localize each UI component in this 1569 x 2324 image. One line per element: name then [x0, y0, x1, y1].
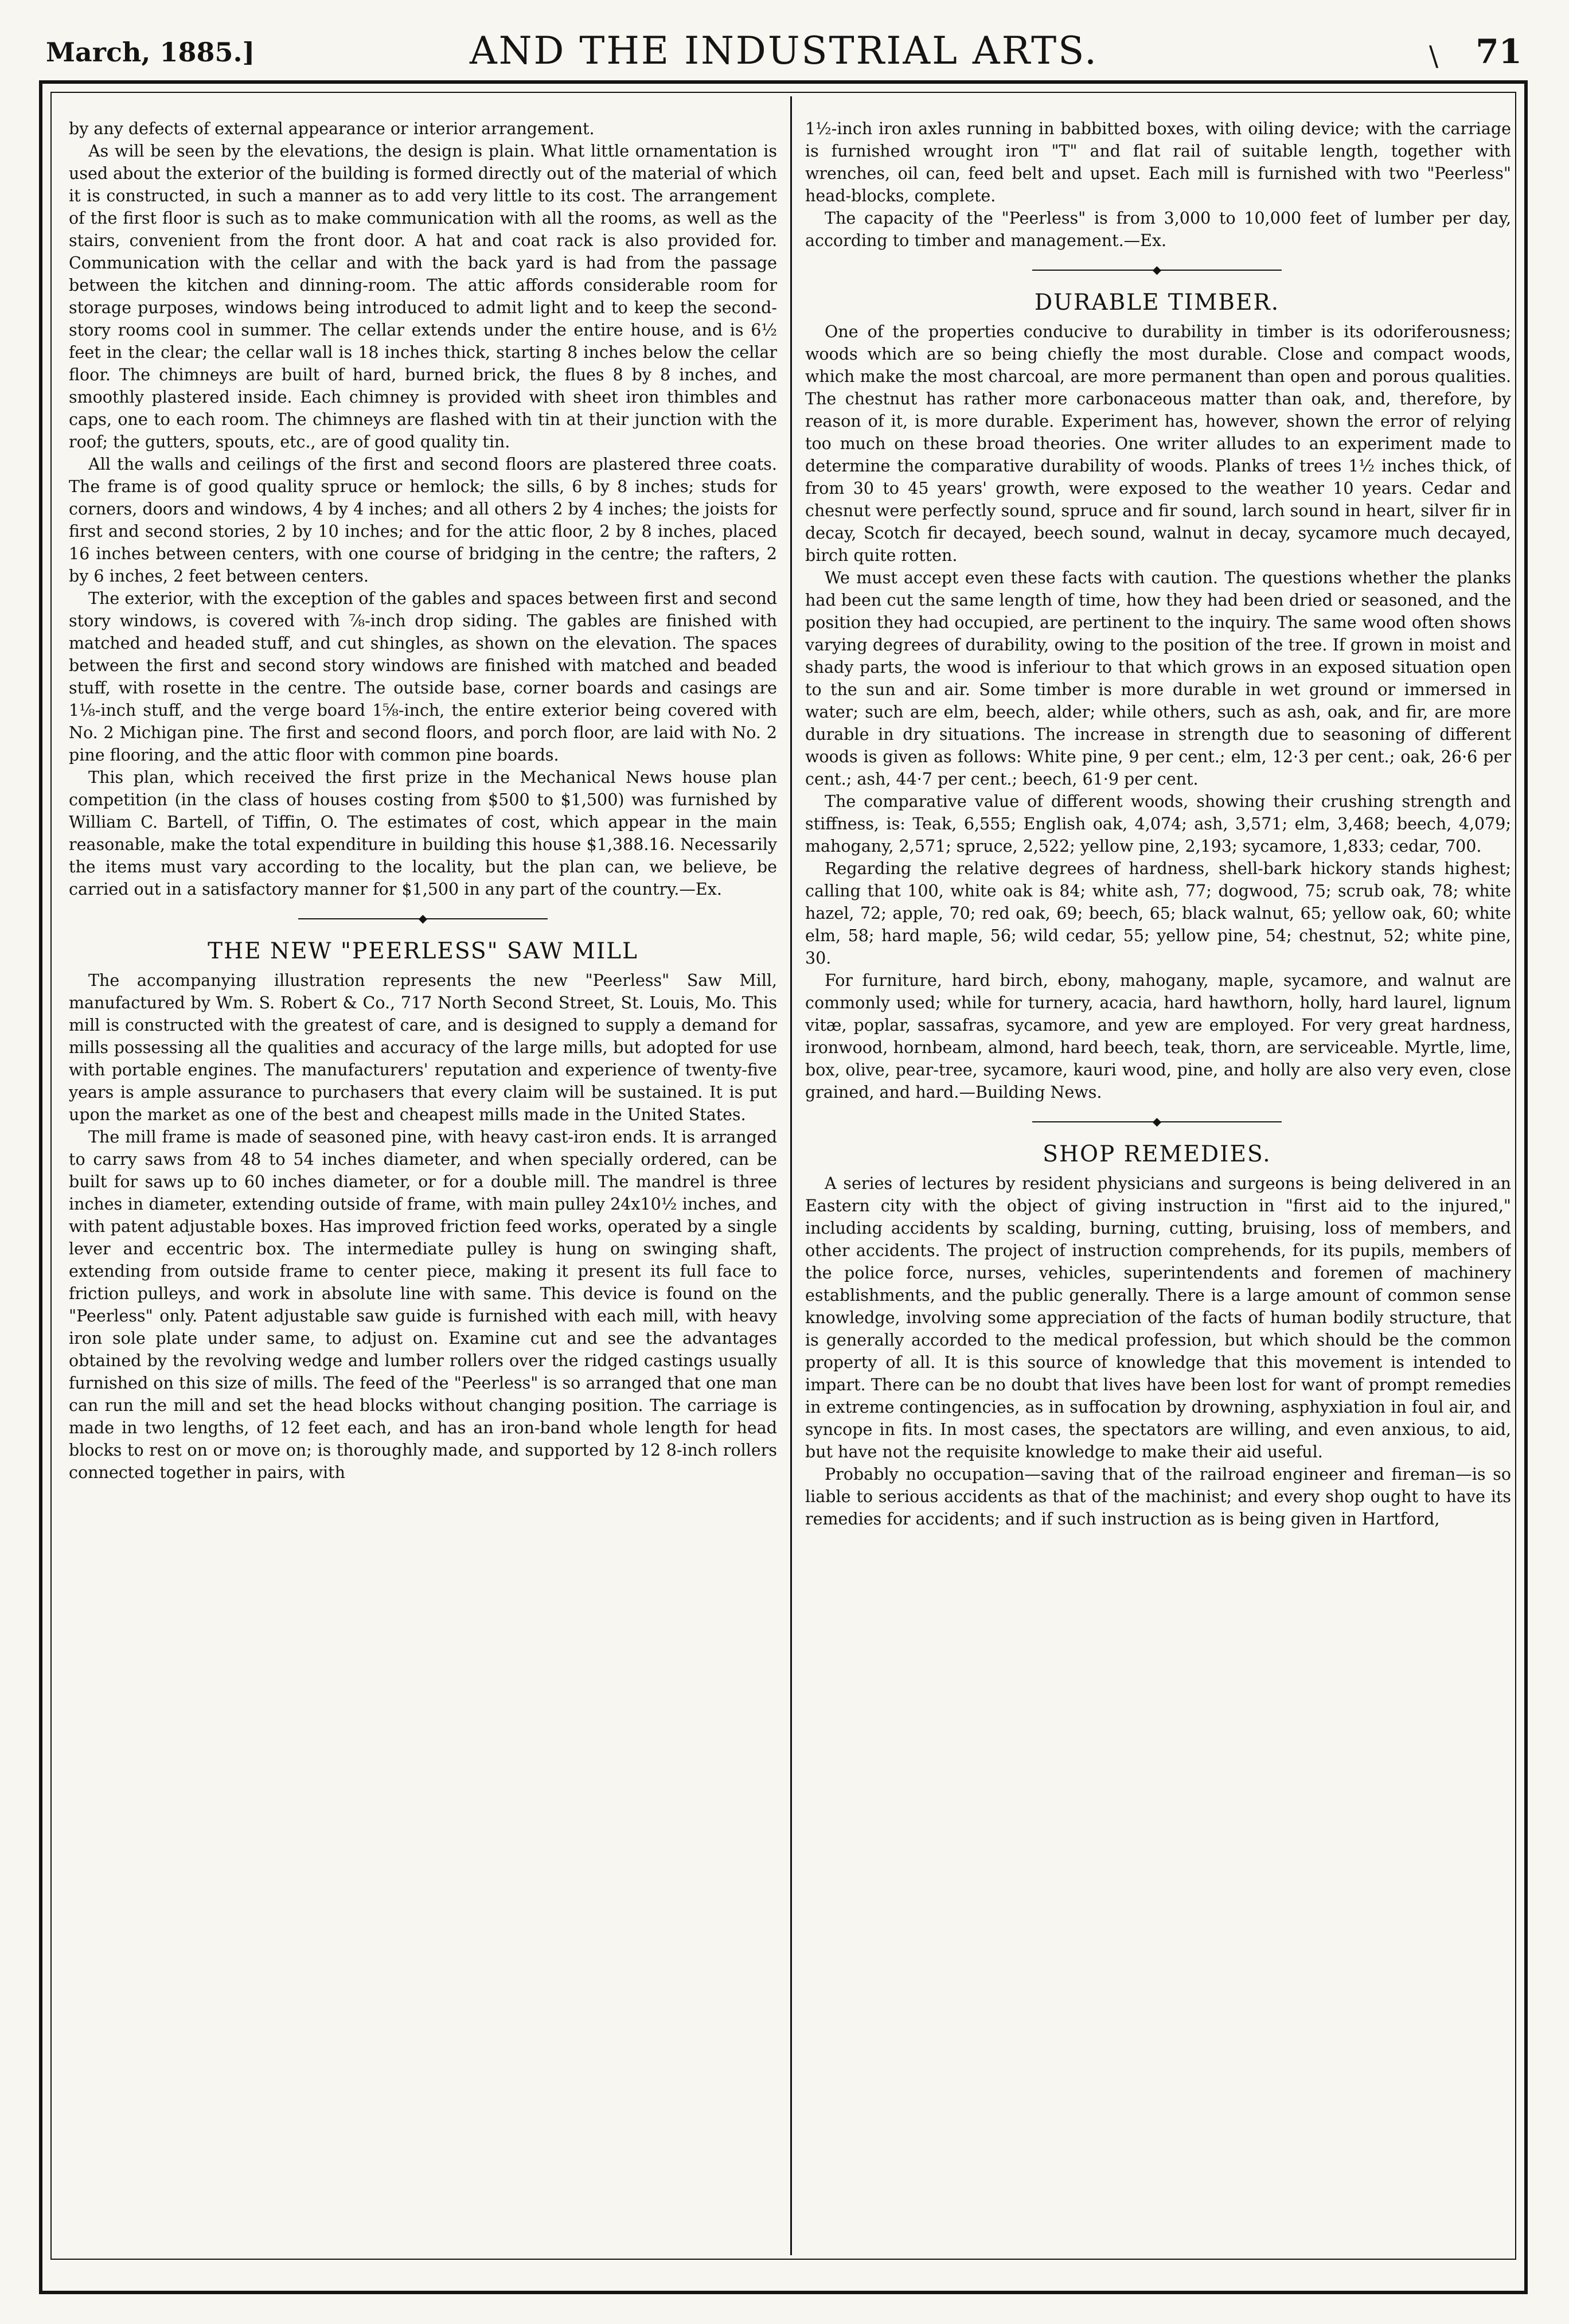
- header-mark: \: [1429, 40, 1439, 72]
- header-title: AND THE INDUSTRIAL ARTS.: [470, 29, 1098, 73]
- sawmill-paragraph: The mill frame is made of seasoned pine, with heavy cast-iron ends. It is arranged to carry saws from 48 to 54 inches diameter, and when specially ordered, can be built for saws up to 60 inches diameter, or for a double mill. The mandrel is three inches in diameter, extending outside of frame, with main pulley 24x10½ inches, and with patent adjustable boxes. Has improved friction feed works, operated by a single lever and eccentric box. The intermediate pulley is hung on swinging shaft, extending from outside frame to center piece, making it present its full face to friction pulleys, and work in absolute line with same. This device is found on the "Peerless" only. Patent adjustable saw guide is furnished with each mill, with heavy iron sole plate under same, to adjust on. Examine cut and see the advantages obtained by the revolving wedge and lumber rollers over the ridged castings usually furnished on this size of mills. The feed of the "Peerless" is so arranged that one man can run the mill and set the head blocks without changing position. The carriage is made in two lengths, of 12 feet each, and has an iron-band whole length for head blocks to rest on or move on; is thoroughly made, and supported by 12 8-inch rollers connected together in pairs, with: [69, 1128, 777, 1482]
- column-rule: [790, 96, 792, 2255]
- shop-paragraph: Probably no occupation—saving that of the railroad engineer and fireman—is so liable to serious accidents as that of the machinist; and every shop ought to have its remedies for accidents; and if such instruction as is being given in Hartford,: [805, 1465, 1511, 1528]
- section-divider: [803, 252, 1511, 288]
- page-number: 71: [1476, 32, 1522, 71]
- house-paragraph: This plan, which received the first prize in the Mechanical News house plan competition (in the class of houses costing from $500 to $1,500) was furnished by William C. Bartell, of Tiffin, O. The estimates of cost, which appear in the main reasonable, make the total expenditure in building this house $1,388.16. Necessarily the items must vary according to the locality, but the plan can, we believe, be carried out in a satisfactory manner for $1,500 in any part of the country.—Ex.: [69, 768, 777, 899]
- timber-paragraph: Regarding the relative degrees of hardness, shell-bark hickory stands highest; calling that 100, white oak is 84; white ash, 77; dogwood, 75; scrub oak, 78; white hazel, 72; apple, 70; red oak, 69; beech, 65; black walnut, 65; yellow oak, 60; white elm, 58; hard maple, 56; wild cedar, 55; yellow pine, 54; chestnut, 52; white pine, 30.: [805, 859, 1511, 968]
- sawmill-title: THE NEW "PEERLESS" SAW MILL: [208, 938, 638, 964]
- section-divider: [69, 900, 777, 937]
- shop-paragraph: A series of lectures by resident physicians and surgeons is being delivered in an Eastern city with the object of giving instruction in "first aid to the injured," including accidents by scalding, burning, cutting, bruising, loss of members, and other accidents. The project of instruction comprehends, for its pupils, members of the police force, nurses, vehicles, superintendents and foremen of machinery establishments, and the public generally. There is a large amount of common sense knowledge, involving some appreciation of the facts of human bodily structure, that is generally accorded to the medical profession, but which should be the common property of all. It is this source of knowledge that this movement is intended to impart. There can be no doubt that lives have been lost for want of prompt remedies in extreme contingencies, as in suffocation by drowning, asphyxiation in foul air, and syncope in fits. In most cases, the spectators are willing, and even anxious, to aid, but have not the requisite knowledge to make their aid useful.: [805, 1174, 1511, 1461]
- sawmill-continued-paragraph: The capacity of the "Peerless" is from 3,000 to 10,000 feet of lumber per day, according to timber and management.—Ex.: [805, 209, 1511, 250]
- house-paragraph: by any defects of external appearance or interior arrangement.: [69, 119, 595, 138]
- timber-title: DURABLE TIMBER.: [1034, 290, 1280, 315]
- timber-paragraph: We must accept even these facts with caution. The questions whether the planks had been cut the same length of time, how they had been dried or seasoned, and the position they had occupied, are pertinent to the inquiry. The same wood often shows varying degrees of durability, owing to the position of the tree. If grown in moist and shady parts, the wood is inferiour to that which grows in an exposed situation open to the sun and air. Some timber is more durable in wet ground or immersed in water; such are elm, beech, alder; while others, such as ash, oak, and fir, are more durable in dry situations. The increase in strength due to seasoning of different woods is given as follows: White pine, 9 per cent.; elm, 12·3 per cent.; oak, 26·6 per cent.; ash, 44·7 per cent.; beech, 61·9 per cent.: [805, 568, 1511, 789]
- house-paragraph: All the walls and ceilings of the first and second floors are plastered three coats. The frame is of good quality spruce or hemlock; the sills, 6 by 8 inches; studs for corners, doors and windows, 4 by 4 inches; and all others 2 by 4 inches; the joists for first and second stories, 2 by 10 inches; and for the attic floor, 2 by 8 inches, placed 16 inches between centers, with one course of bridging in the centre; the rafters, 2 by 6 inches, 2 feet between centers.: [69, 455, 777, 586]
- timber-paragraph: For furniture, hard birch, ebony, mahogany, maple, sycamore, and walnut are commonly used; while for turnery, acacia, hard hawthorn, holly, hard laurel, lignum vitæ, poplar, sassafras, sycamore, and yew are employed. For very great hardness, ironwood, hornbeam, almond, hard beech, teak, thorn, are serviceable. Myrtle, lime, box, olive, pear-tree, sycamore, kauri wood, pine, and holly are also very even, close grained, and hard.—Building News.: [805, 971, 1511, 1102]
- left-column: [69, 118, 777, 2240]
- sawmill-paragraph: The accompanying illustration represents the new "Peerless" Saw Mill, manufactured by Wm. S. Robert & Co., 717 North Second Street, St. Louis, Mo. This mill is constructed with the greatest of care, and is designed to supply a demand for mills possessing all the qualities and accuracy of the large mills, but adopted for use with portable engines. The manufacturers' reputation and experience of twenty-five years is ample assurance to purchasers that every claim will be sustained. It is put upon the market as one of the best and cheapest mills made in the United States.: [69, 971, 777, 1124]
- house-paragraph: As will be seen by the elevations, the design is plain. What little ornamentation is used about the exterior of the building is formed directly out of the material of which it is constructed, in such a manner as to add very little to its cost. The arrangement of the first floor is such as to make communication with all the rooms, as well as the stairs, convenient from the front door. A hat and coat rack is also provided for. Communication with the cellar and with the back yard is had from the passage between the kitchen and dinning-room. The attic affords considerable room for storage purposes, windows being introduced to admit light and to keep the second-story rooms cool in summer. The cellar extends under the entire house, and is 6½ feet in the clear; the cellar wall is 18 inches thick, starting 8 inches below the cellar floor. The chimneys are built of hard, burned brick, the flues 8 by 8 inches, and smoothly plastered inside. Each chimney is provided with sheet iron thimbles and caps, one to each room. The chimneys are flashed with tin at their junction with the roof; the gutters, spouts, etc., are of good quality tin.: [69, 142, 777, 451]
- timber-paragraph: The comparative value of different woods, showing their crushing strength and stiffness, is: Teak, 6,555; English oak, 4,074; ash, 3,571; elm, 3,468; beech, 4,079; mahogany, 2,571; spruce, 2,522; yellow pine, 2,193; sycamore, 1,833; cedar, 700.: [805, 792, 1511, 856]
- header-date: March, 1885.]: [46, 37, 255, 68]
- sawmill-continued-paragraph: 1½-inch iron axles running in babbitted boxes, with oiling device; with the carriage is furnished wrought iron "T" and flat rail of suitable length, together with wrenches, oil can, feed belt and upset. Each mill is furnished with two "Peerless" head-blocks, complete.: [805, 119, 1511, 205]
- right-column: [803, 118, 1511, 2240]
- house-paragraph: The exterior, with the exception of the gables and spaces between first and second story windows, is covered with ⅞-inch drop siding. The gables are finished with matched and headed stuff, and cut shingles, as shown on the elevation. The spaces between the first and second story windows are finished with matched and beaded stuff, with rosette in the centre. The outside base, corner boards and casings are 1⅛-inch stuff, and the verge board 1⅝-inch, the entire exterior being covered with No. 2 Michigan pine. The first and second floors, and porch floor, are laid with No. 2 pine flooring, and the attic floor with common pine boards.: [69, 589, 777, 765]
- timber-paragraph: One of the properties conducive to durability in timber is its odoriferousness; woods which are so being chiefly the most durable. Close and compact woods, which make the most charcoal, are more permanent than open and porous qualities. The chestnut has rather more carbonaceous matter than oak, and, therefore, by reason of it, is more durable. Experiment has, however, shown the error of relying too much on these broad theories. One writer alludes to an experiment made to determine the comparative durability of woods. Planks of trees 1½ inches thick, of from 30 to 45 years' growth, were exposed to the weather 10 years. Cedar and chesnut were perfectly sound, spruce and fir sound, larch sound in heart, silver fir in decay, Scotch fir decayed, beech sound, walnut in decay, sycamore much decayed, birch quite rotten.: [805, 322, 1511, 565]
- page-header: [41, 17, 1527, 80]
- section-divider: [803, 1103, 1511, 1140]
- shop-remedies-title: SHOP REMEDIES.: [1043, 1141, 1271, 1167]
